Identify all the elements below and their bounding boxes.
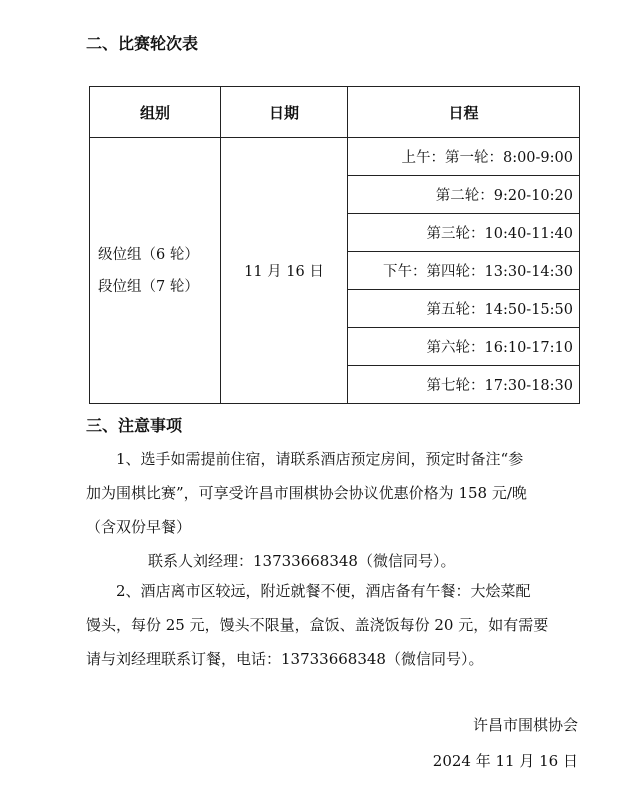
signature-date: 2024 年 11 月 16 日 bbox=[432, 752, 578, 770]
notice2-line2: 馒头，每份 25 元，馒头不限量，盒饭、盖浇饭每份 20 元，如有需要 bbox=[86, 616, 549, 634]
session-4: 下午：第四轮：13:30-14:30 bbox=[348, 252, 580, 290]
group-cell bbox=[90, 138, 221, 404]
session-3: 第三轮：10:40-11:40 bbox=[348, 214, 580, 252]
table-row bbox=[90, 138, 580, 176]
table-header-row bbox=[90, 87, 580, 138]
schedule-table bbox=[89, 86, 580, 404]
session-2: 第二轮：9:20-10:20 bbox=[348, 176, 580, 214]
group-dan: 段位组（7 轮） bbox=[98, 278, 199, 295]
date-cell: 11 月 16 日 bbox=[221, 138, 348, 404]
section3-heading: 三、注意事项 bbox=[86, 416, 183, 435]
session-1: 上午：第一轮：8:00-9:00 bbox=[348, 138, 580, 176]
notice1-line3: （含双份早餐） bbox=[86, 518, 192, 536]
header-group: 组别 bbox=[90, 87, 221, 138]
notice1-line1: 1、选手如需提前住宿，请联系酒店预定房间，预定时备注“参 bbox=[116, 450, 524, 468]
group-level: 级位组（6 轮） bbox=[98, 246, 199, 263]
session-6: 第六轮：16:10-17:10 bbox=[348, 328, 580, 366]
section2-heading: 二、比赛轮次表 bbox=[86, 34, 199, 53]
session-7: 第七轮：17:30-18:30 bbox=[348, 366, 580, 404]
signature-org: 许昌市围棋协会 bbox=[472, 716, 578, 734]
contact-line: 联系人刘经理：13733668348（微信同号）。 bbox=[148, 552, 456, 570]
notice1-line2: 加为围棋比赛”，可享受许昌市围棋协会协议优惠价格为 158 元/晚 bbox=[86, 484, 527, 502]
header-schedule: 日程 bbox=[348, 87, 580, 138]
notice2-line3: 请与刘经理联系订餐，电话：13733668348（微信同号）。 bbox=[86, 650, 484, 668]
session-5: 第五轮：14:50-15:50 bbox=[348, 290, 580, 328]
header-date: 日期 bbox=[221, 87, 348, 138]
notice2-line1: 2、酒店离市区较远，附近就餐不便，酒店备有午餐：大烩菜配 bbox=[116, 582, 531, 600]
